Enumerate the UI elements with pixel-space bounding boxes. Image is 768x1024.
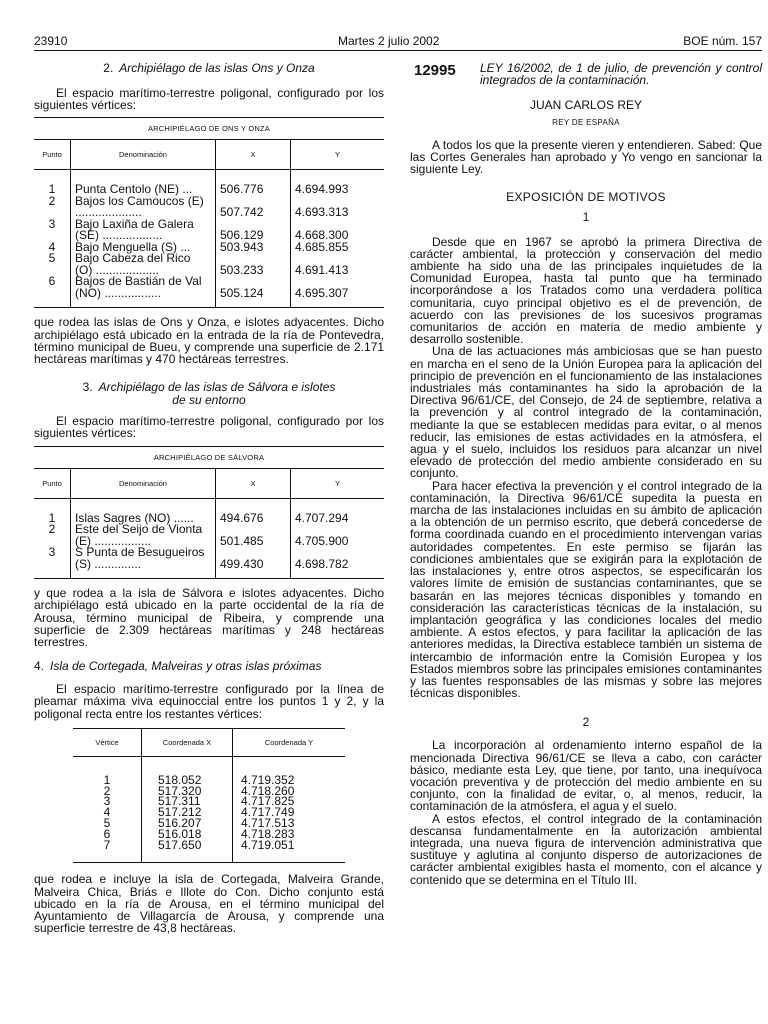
col-header-denominacion: Denominación [71,140,216,170]
table-row: 2 Bajos los Camoucos (E) .................... 507.742 4.693.313 [34,196,384,219]
section-4-title: 4. Isla de Cortegada, Malveiras y otras islas próximas [34,659,322,674]
law-heading [410,62,762,88]
col-header-coord-y: Coordenada Y [233,728,346,756]
col-header-x: X [216,140,291,170]
cortegada-table [73,728,345,864]
exposition-heading: EXPOSICIÓN DE MOTIVOS [506,189,666,204]
law-number: 12995 [414,62,456,79]
col-header-y: Y [291,469,385,499]
col-header-punto: Punto [34,140,71,170]
page-header [34,34,762,51]
section-3-intro: El espacio marítimo-terrestre poligonal, configurado por los siguientes vértices: [34,414,384,441]
paragraph-2: Una de las actuaciones más ambiciosas que se han puesto en marcha en el seno de la Unión Europea para la aplicación del principio de prevención en el funcionamiento de las instalaciones industriales más contaminantes ha sido la aprobación de la Directiva 96/61/CE, del Consejo, de 24 de septiembre, relativa a la prevención y al control integrado de la contaminación, mediante la que se establecen medidas para evitar, o al menos reducir, las emisiones de estas actividades en la atmósfera, el agua y el suelo, incluidos los residuos para alcanzar un nivel elevado de protección del medio ambiente considerado en su conjunto. [410,344,762,481]
salvora-table [34,446,384,580]
vertices-table [34,469,384,579]
right-column [410,62,762,886]
salutation: A todos los que la presente vieren y entendieren. Sabed: Que las Cortes Generales han aprobado y Yo vengo en sancionar la siguiente Ley. [410,138,762,177]
col-header-vertice: Vértice [73,728,142,756]
table-row: 4 517.212 4.717.749 [73,807,345,818]
table-row: 3 S Punta de Besugueiros (S) .............. 499.430 4.698.782 [34,547,384,578]
page-number: 23910 [34,34,68,48]
col-header-denominacion: Denominación [71,469,216,499]
table-row: 6 Bajos de Bastián de Val (NO) ................. 505.124 4.695.307 [34,276,384,307]
left-column [34,62,384,934]
bulletin-number: BOE núm. 157 [683,34,762,48]
col-header-punto: Punto [34,469,71,499]
section-2-closing: que rodea las islas de Ons y Onza, e islotes adyacentes. Dicho archipiélago está ubicado en la entrada de la ría de Pontevedra, término municipal de Bueu, y comprende una superficie de 2.171 hectáreas marítimas y 470 hectáreas terrestres. [34,315,384,367]
col-header-coord-x: Coordenada X [142,728,233,756]
ons-onza-table [34,117,384,308]
part-1-number: 1 [582,209,590,224]
section-2-title: 2. Archipiélago de las islas Ons y Onza [103,61,315,75]
table-row: 1 Islas Sagres (NO) ...... 494.676 4.707.294 [34,498,384,524]
table-caption: ARCHIPIÉLAGO DE SÁLVORA [34,447,384,469]
table-caption: ARCHIPIÉLAGO DE ONS Y ONZA [34,118,384,140]
part-2-number: 2 [582,715,590,730]
paragraph-3: Para hacer efectiva la prevención y el control integrado de la contaminación, la Directiva 96/61/CE supedita la puesta en marcha de las instalaciones incluidas en su ámbito de aplicación a la obtención de un permiso escrito, que deberá concederse de forma coordinada cuando en el procedimiento intervengan varias autoridades competentes. En este permiso se fijarán las condiciones ambientales que se exigirán para la explotación de las instalaciones y, entre otros aspectos, se especificarán los valores límite de emisión de sustancias contaminantes, que se basarán en las mejores técnicas disponibles y tomando en consideración las características técnicas de la instalación, su implantación geográfica y las condiciones locales del medio ambiente. A estos efectos, y para facilitar la aplicación de las anteriores medidas, la Directiva establece también un sistema de intercambio de información entre la Comisión Europea y los Estados miembros sobre las principales emisiones contaminantes y las fuentes responsables de las mismas y sobre las mejores técnicas disponibles. [410,478,762,701]
table-row: 5 516.207 4.717.513 [73,818,345,829]
paragraph-1: Desde que en 1967 se aprobó la primera Directiva de carácter ambiental, la protección y conservación del medio ambiente ha sido una de las principales inquietudes de la Comunidad Europea, hasta tal punto que ha terminado incorporándose a los Tratados como una verdadera política comunitaria, cuyo principal objetivo es el de prevención, de acuerdo con las previsiones de los sucesivos programas comunitarios de acción en materia de medio ambiente y desarrollo sostenible. [410,234,762,347]
section-4-closing: que rodea e incluye la isla de Cortegada, Malveira Grande, Malveira Chica, Briás e Illote do Con. Dicho conjunto está ubicado en la ría de Arousa, en el término municipal del Ayuntamiento de Villagarcía de Arousa, y comprende una superficie terrestre de 43,8 hectáreas. [34,872,384,936]
paragraph-4: La incorporación al ordenamiento interno español de la mencionada Directiva 96/61/CE se lleva a cabo, con carácter básico, mediante esta Ley, que tiene, por tanto, una inequívoca vocación preventiva y de protección del medio ambiente en su conjunto, con la finalidad de evitar, o, al menos, reducir, la contaminación de la atmósfera, el agua y el suelo. [410,738,762,814]
table-row: 1 518.052 4.719.352 [73,756,345,785]
table-row: 2 517.320 4.718.260 [73,786,345,797]
paragraph-5: A estos efectos, el control integrado de la contaminación descansa fundamentalmente en la autorización ambiental integrada, una nueva figura de intervención administrativa que sustituye y aglutina al conjunto disperso de autorizaciones de carácter ambiental exigibles hasta el momento, con el alcance y contenido que se determina en el Título III. [410,811,762,887]
table-row: 1 Punta Centolo (NE) ... 506.776 4.694.993 [34,170,384,196]
table-row: 5 Bajo Cabeza del Rico (O) ................... 503.233 4.691.413 [34,253,384,276]
section-3-title: 3. Archipiélago de las islas de Sálvora e islotes de su entorno [82,380,336,408]
table-row: 3 517.311 4.717.825 [73,796,345,807]
table-row: 6 516.018 4.718.283 [73,829,345,840]
table-row: 2 Este del Seijo de Vionta (E) ................. 501.485 4.705.900 [34,524,384,547]
col-header-x: X [216,469,291,499]
col-header-y: Y [291,140,385,170]
table-row: 4 Bajo Menguella (S) ... 503.943 4.685.855 [34,242,384,254]
vertices-table [34,140,384,307]
law-title: LEY 16/2002, de 1 de julio, de prevención y control integrados de la contaminación. [480,61,762,87]
section-2-intro: El espacio marítimo-terrestre poligonal, configurado por los siguientes vértices: [34,86,384,113]
section-4-intro: El espacio marítimo-terrestre configurado por la línea de pleamar máxima viva equinoccial entre los puntos 1 y 2, y la poligonal recta entre los restantes vértices: [34,682,384,721]
section-3-closing: y que rodea a la isla de Sálvora e islotes adyacentes. Dicho archipiélago está ubicado en la parte occidental de la ría de Arousa, término municipal de Ribeira, y comprende una superficie de 2.309 hectáreas marítimas y 248 hectáreas terrestres. [34,586,384,649]
table-row: 7 517.650 4.719.051 [73,840,345,863]
issue-date: Martes 2 julio 2002 [338,34,440,48]
king-title: REY DE ESPAÑA [552,118,620,127]
table-row: 3 Bajo Laxiña de Galera (SE) .................. 506.129 4.668.300 [34,219,384,242]
king-name: JUAN CARLOS REY [529,98,643,112]
